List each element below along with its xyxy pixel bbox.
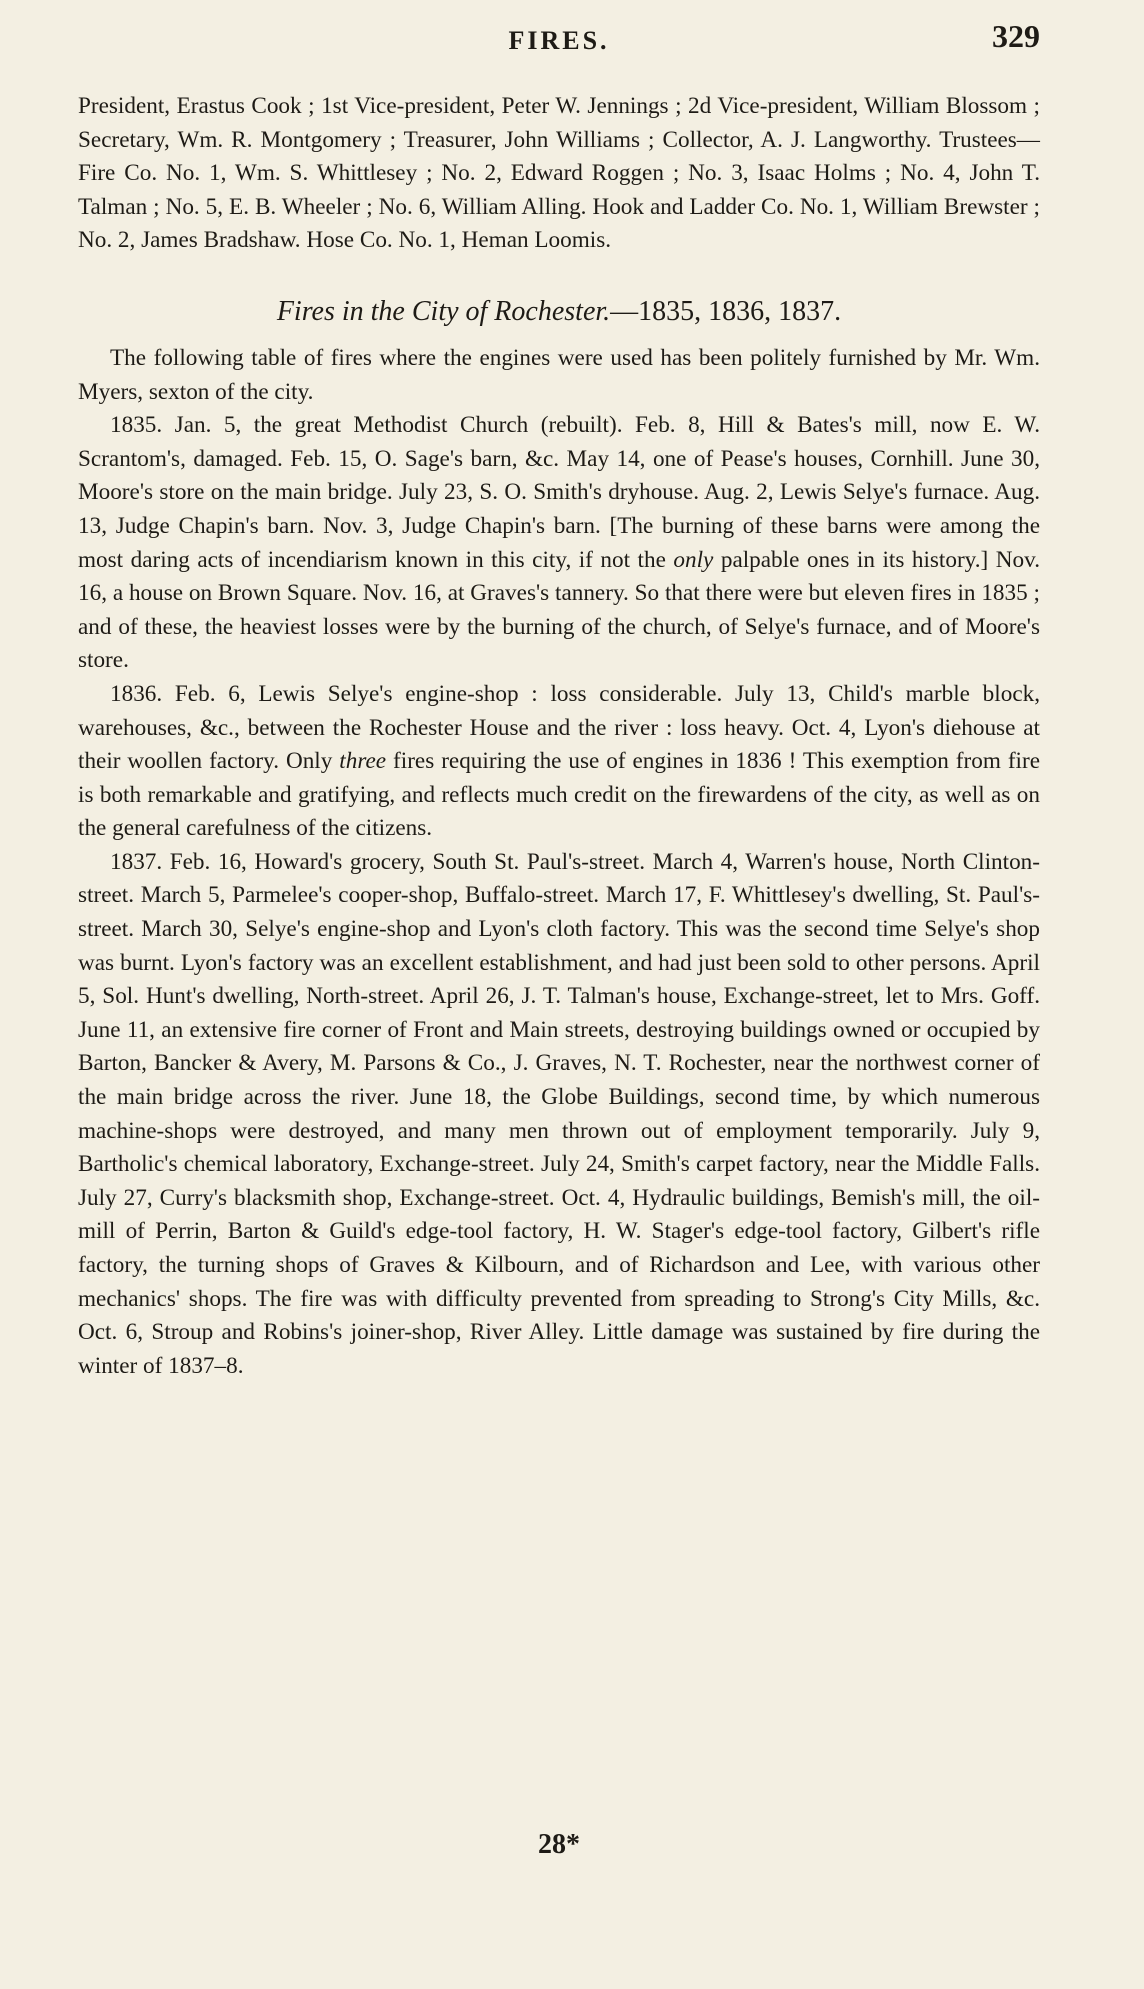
paragraph-1836-emphasis: three bbox=[339, 748, 387, 775]
signature-mark: 28* bbox=[538, 1829, 580, 1860]
book-page bbox=[78, 18, 1041, 1860]
paragraph-1835-part2: palpable ones in its history.] Nov. 16, a house on Brown Square. Nov. 16, at Graves's tannery. So that there were but eleven fires in 1835 ; and of these, the heaviest losses were by the burning of the church, of Selye's furnace, and of Moore's store. bbox=[78, 546, 1041, 674]
section-heading-years: —1835, 1836, 1837. bbox=[610, 295, 842, 327]
paragraph-1835-part1: 1835. Jan. 5, the great Methodist Church (rebuilt). Feb. 8, Hill & Bates's mill, now E. W. Scrantom's, damaged. Feb. 15, O. Sage's barn, &c. May 14, one of Pease's houses, Cornhill. June 30, Moore's store on the main bridge. July 23, S. O. Smith's dryhouse. Aug. 2, Lewis Selye's furnace. Aug. 13, Judge Chapin's barn. Nov. 3, Judge Chapin's barn. [The burning of these barns were among the most daring acts of incendiarism known in this city, if not the bbox=[78, 412, 1040, 573]
body-text bbox=[78, 90, 1040, 1383]
page-number: 329 bbox=[992, 18, 1040, 54]
paragraph-1837: 1837. Feb. 16, Howard's grocery, South St. Paul's-street. March 4, Warren's house, North Clinton-street. March 5, Parmelee's cooper-shop, Buffalo-street. March 17, F. Whittlesey's dwelling, St. Paul's-street. March 30, Selye's engine-shop and Lyon's cloth factory. This was the second time Selye's shop was burnt. Lyon's factory was an excellent establishment, and had just been sold to other persons. April 5, Sol. Hunt's dwelling, North-street. April 26, J. T. Talman's house, Exchange-street, let to Mrs. Goff. June 11, an extensive fire corner of Front and Main streets, destroying buildings owned or occupied by Barton, Bancker & Avery, M. Parsons & Co., J. Graves, N. T. Rochester, near the northwest corner of the main bridge across the river. June 18, the Globe Buildings, second time, by which numerous machine-shops were destroyed, and many men thrown out of employment temporarily. July 9, Bartholic's chemical laboratory, Exchange-street. July 24, Smith's carpet factory, near the Middle Falls. July 27, Curry's blacksmith shop, Exchange-street. Oct. 4, Hydraulic buildings, Bemish's mill, the oil-mill of Perrin, Barton & Guild's edge-tool factory, H. W. Stager's edge-tool factory, Gilbert's rifle factory, the turning shops of Graves & Kilbourn, and of Richardson and Lee, with various other mechanics' shops. The fire was with difficulty prevented from spreading to Strong's City Mills, &c. Oct. 6, Stroup and Robins's joiner-shop, River Alley. Little damage was sustained by fire during the winter of 1837–8. bbox=[78, 848, 1040, 1379]
section-heading-title: Fires in the City of Rochester. bbox=[276, 295, 611, 327]
officers-paragraph: President, Erastus Cook ; 1st Vice-president, Peter W. Jennings ; 2d Vice-president, William Blossom ; Secretary, Wm. R. Montgomery ; Treasurer, John Williams ; Collector, A. J. Langworthy. Trustees— Fire Co. No. 1, Wm. S. Whittlesey ; No. 2, Edward Roggen ; No. 3, Isaac Holms ; No. 4, John T. Talman ; No. 5, E. B. Wheeler ; No. 6, William Alling. Hook and Ladder Co. No. 1, William Brewster ; No. 2, James Bradshaw. Hose Co. No. 1, Heman Loomis. bbox=[78, 93, 1040, 254]
intro-paragraph: The following table of fires where the engines were used has been politely furnished by Mr. Wm. Myers, sexton of the city. bbox=[78, 344, 1040, 405]
paragraph-1836-part1: 1836. Feb. 6, Lewis Selye's engine-shop : loss considerable. July 13, Child's marble block, warehouses, &c., between the Rochester House and the river : loss heavy. Oct. 4, Lyon's diehouse at their woollen factory. Only bbox=[78, 680, 1040, 775]
paragraph-1835 bbox=[78, 409, 1040, 678]
paragraph-1836-part2: fires requiring the use of engines in 1836 ! This exemption from fire is both remarkable and gratifying, and reflects much credit on the firewardens of the city, as well as on the general carefulness of the citizens. bbox=[78, 748, 1040, 842]
section-heading bbox=[78, 292, 1040, 332]
running-title: FIRES. bbox=[508, 26, 610, 55]
paragraph-1835-emphasis: only bbox=[673, 546, 714, 573]
running-head bbox=[78, 18, 1040, 62]
paragraph-1836 bbox=[78, 678, 1040, 846]
